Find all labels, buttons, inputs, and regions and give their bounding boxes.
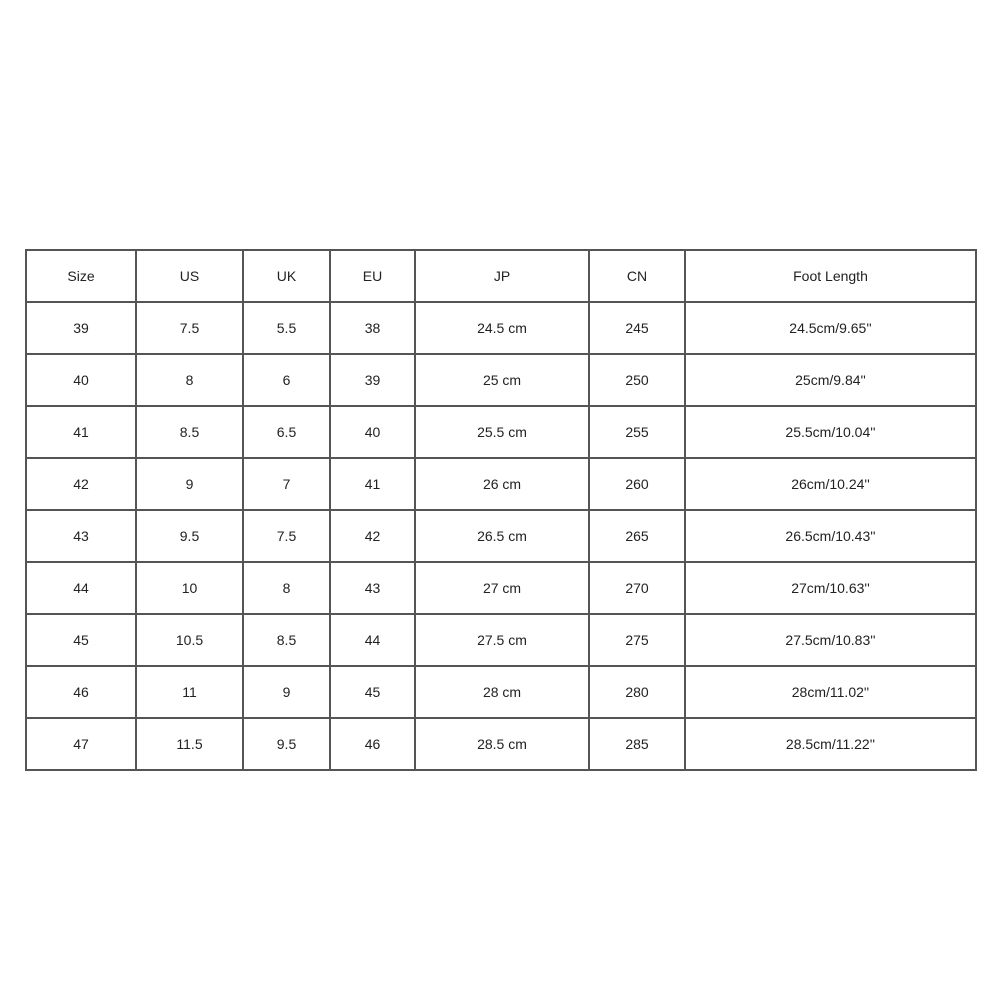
cell-cn: 265 xyxy=(589,510,685,562)
cell-us: 10.5 xyxy=(136,614,243,666)
cell-size: 47 xyxy=(26,718,136,770)
cell-jp: 25 cm xyxy=(415,354,589,406)
cell-uk: 9 xyxy=(243,666,330,718)
cell-us: 10 xyxy=(136,562,243,614)
cell-foot-length: 25.5cm/10.04'' xyxy=(685,406,976,458)
table-row xyxy=(26,406,976,458)
cell-cn: 275 xyxy=(589,614,685,666)
cell-foot-length: 24.5cm/9.65'' xyxy=(685,302,976,354)
cell-size: 46 xyxy=(26,666,136,718)
cell-uk: 8 xyxy=(243,562,330,614)
header-jp: JP xyxy=(415,250,589,302)
cell-eu: 46 xyxy=(330,718,415,770)
header-uk: UK xyxy=(243,250,330,302)
cell-us: 9 xyxy=(136,458,243,510)
cell-foot-length: 27.5cm/10.83'' xyxy=(685,614,976,666)
table-row xyxy=(26,666,976,718)
cell-eu: 38 xyxy=(330,302,415,354)
cell-jp: 27.5 cm xyxy=(415,614,589,666)
cell-jp: 27 cm xyxy=(415,562,589,614)
cell-us: 11.5 xyxy=(136,718,243,770)
table-row xyxy=(26,718,976,770)
cell-uk: 5.5 xyxy=(243,302,330,354)
cell-jp: 26.5 cm xyxy=(415,510,589,562)
cell-us: 9.5 xyxy=(136,510,243,562)
cell-cn: 245 xyxy=(589,302,685,354)
header-row xyxy=(26,250,976,302)
cell-jp: 28 cm xyxy=(415,666,589,718)
cell-size: 42 xyxy=(26,458,136,510)
table-row xyxy=(26,354,976,406)
cell-foot-length: 28.5cm/11.22'' xyxy=(685,718,976,770)
table-row xyxy=(26,614,976,666)
cell-uk: 7.5 xyxy=(243,510,330,562)
cell-us: 8 xyxy=(136,354,243,406)
header-size: Size xyxy=(26,250,136,302)
header-cn: CN xyxy=(589,250,685,302)
cell-foot-length: 28cm/11.02'' xyxy=(685,666,976,718)
cell-foot-length: 25cm/9.84'' xyxy=(685,354,976,406)
cell-cn: 250 xyxy=(589,354,685,406)
cell-size: 39 xyxy=(26,302,136,354)
cell-jp: 25.5 cm xyxy=(415,406,589,458)
table-row xyxy=(26,458,976,510)
cell-foot-length: 26.5cm/10.43'' xyxy=(685,510,976,562)
cell-eu: 39 xyxy=(330,354,415,406)
cell-eu: 43 xyxy=(330,562,415,614)
header-eu: EU xyxy=(330,250,415,302)
cell-jp: 26 cm xyxy=(415,458,589,510)
cell-size: 43 xyxy=(26,510,136,562)
cell-eu: 44 xyxy=(330,614,415,666)
cell-jp: 28.5 cm xyxy=(415,718,589,770)
cell-eu: 40 xyxy=(330,406,415,458)
cell-uk: 8.5 xyxy=(243,614,330,666)
size-chart-table xyxy=(25,249,977,771)
header-us: US xyxy=(136,250,243,302)
cell-cn: 255 xyxy=(589,406,685,458)
table-row xyxy=(26,302,976,354)
cell-size: 40 xyxy=(26,354,136,406)
cell-cn: 260 xyxy=(589,458,685,510)
table-row xyxy=(26,510,976,562)
cell-cn: 270 xyxy=(589,562,685,614)
cell-jp: 24.5 cm xyxy=(415,302,589,354)
cell-size: 41 xyxy=(26,406,136,458)
cell-eu: 42 xyxy=(330,510,415,562)
cell-uk: 6.5 xyxy=(243,406,330,458)
cell-size: 44 xyxy=(26,562,136,614)
cell-uk: 6 xyxy=(243,354,330,406)
cell-foot-length: 27cm/10.63'' xyxy=(685,562,976,614)
table-row xyxy=(26,562,976,614)
cell-uk: 7 xyxy=(243,458,330,510)
cell-us: 8.5 xyxy=(136,406,243,458)
cell-eu: 41 xyxy=(330,458,415,510)
cell-cn: 280 xyxy=(589,666,685,718)
cell-foot-length: 26cm/10.24'' xyxy=(685,458,976,510)
cell-eu: 45 xyxy=(330,666,415,718)
cell-us: 7.5 xyxy=(136,302,243,354)
header-foot-length: Foot Length xyxy=(685,250,976,302)
cell-us: 11 xyxy=(136,666,243,718)
cell-cn: 285 xyxy=(589,718,685,770)
cell-size: 45 xyxy=(26,614,136,666)
cell-uk: 9.5 xyxy=(243,718,330,770)
